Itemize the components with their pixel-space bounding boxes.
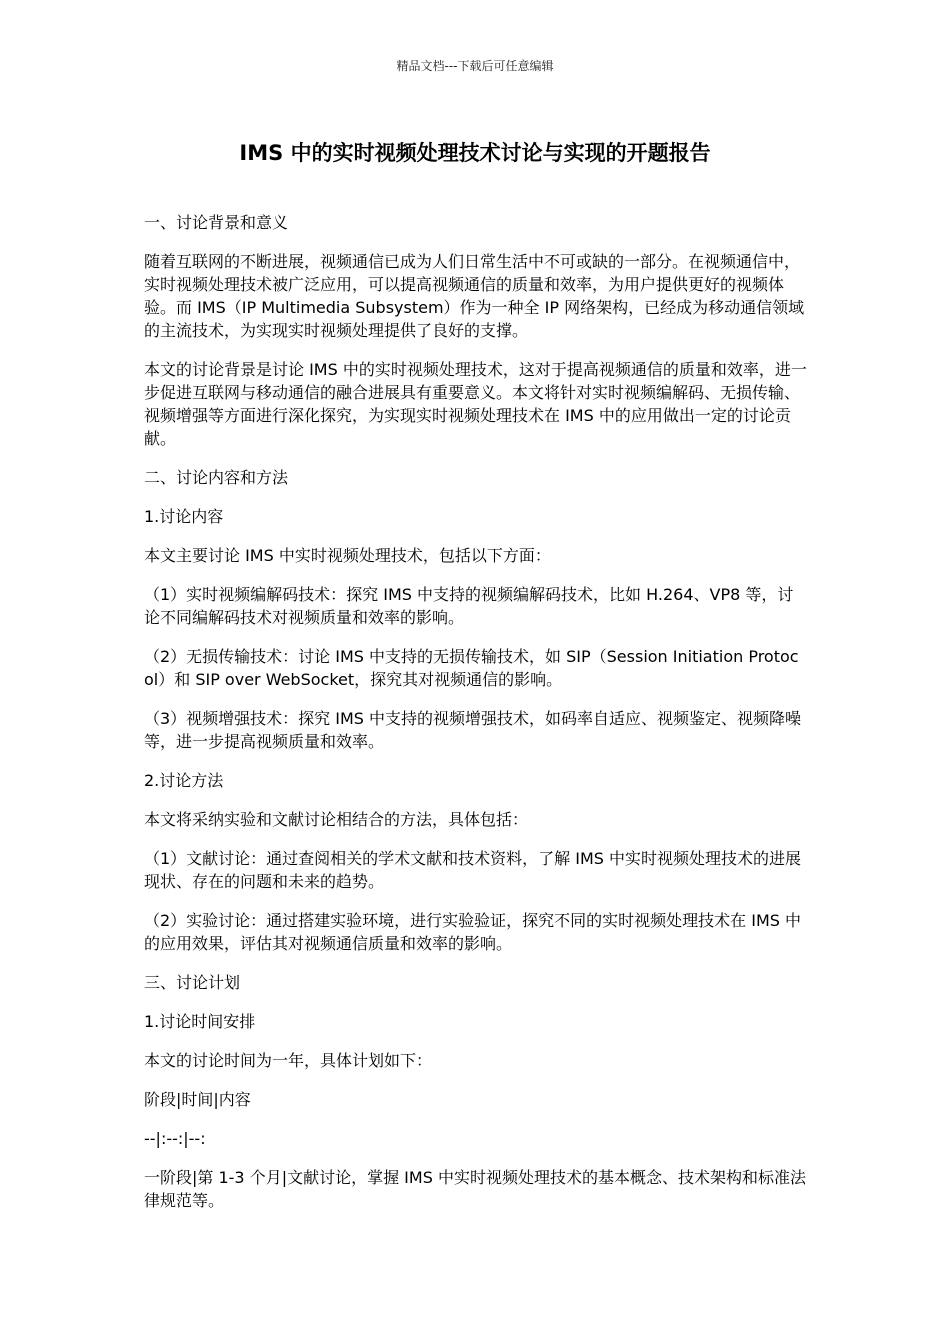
list-item-enhancement: （3）视频增强技术：探究 IMS 中支持的视频增强技术，如码率自适应、视频鉴定、视频降噪等，进一步提高视频质量和效率。	[144, 709, 802, 751]
paragraph-purpose: 本文的讨论背景是讨论 IMS 中的实时视频处理技术，这对于提高视频通信的质量和效率，进一步促进互联网与移动通信的融合进展具有重要意义。本文将针对实时视频编解码、无损传输、视频增强等方面进行深化探究，为实现实时视频处理技术在 IMS 中的应用做出一定的讨论贡献。	[144, 360, 807, 448]
list-item-literature: （1）文献讨论：通过查阅相关的学术文献和技术资料，了解 IMS 中实时视频处理技术的进展现状、存在的问题和未来的趋势。	[144, 849, 802, 891]
list-item-codec: （1）实时视频编解码技术：探究 IMS 中支持的视频编解码技术，比如 H.264、VP8 等，讨论不同编解码技术对视频质量和效率的影响。	[144, 585, 794, 627]
subheading-content: 1.讨论内容	[144, 507, 224, 526]
header-note: 精品文档---下载后可任意编辑	[396, 59, 554, 73]
paragraph-content-intro: 本文主要讨论 IMS 中实时视频处理技术，包括以下方面：	[144, 546, 551, 565]
table-header-row: 阶段|时间|内容	[144, 1090, 251, 1109]
section-heading-plan: 三、讨论计划	[144, 973, 241, 992]
subheading-method: 2.讨论方法	[144, 771, 224, 790]
table-separator-row: --|:--:|--:	[144, 1129, 206, 1148]
table-row: 一阶段|第 1-3 个月|文献讨论，掌握 IMS 中实时视频处理技术的基本概念、技术架构和标准法律规范等。	[144, 1168, 806, 1210]
list-item-transmission: （2）无损传输技术：讨论 IMS 中支持的无损传输技术，如 SIP（Session Initiation Protocol）和 SIP over WebSocket，探究其对视频通信的影响。	[144, 647, 799, 689]
subheading-schedule: 1.讨论时间安排	[144, 1012, 256, 1031]
document-body	[144, 211, 808, 1228]
paragraph-schedule-intro: 本文的讨论时间为一年，具体计划如下：	[144, 1051, 433, 1070]
document-title: IMS 中的实时视频处理技术讨论与实现的开题报告	[239, 141, 711, 165]
section-heading-background: 一、讨论背景和意义	[144, 213, 289, 232]
paragraph-method-intro: 本文将采纳实验和文献讨论相结合的方法，具体包括：	[144, 810, 529, 829]
list-item-experiment: （2）实验讨论：通过搭建实验环境，进行实验验证，探究不同的实时视频处理技术在 IMS 中的应用效果，评估其对视频通信质量和效率的影响。	[144, 911, 802, 953]
paragraph-background: 随着互联网的不断进展，视频通信已成为人们日常生活中不可或缺的一部分。在视频通信中，实时视频处理技术被广泛应用，可以提高视频通信的质量和效率，为用户提供更好的视频体验。而 IMS（IP Multimedia Subsystem）作为一种全 IP 网络架构，已经成为移动通信领域的主流技术，为实现实时视频处理提供了良好的支撑。	[144, 252, 805, 340]
section-heading-content-method: 二、讨论内容和方法	[144, 468, 289, 487]
